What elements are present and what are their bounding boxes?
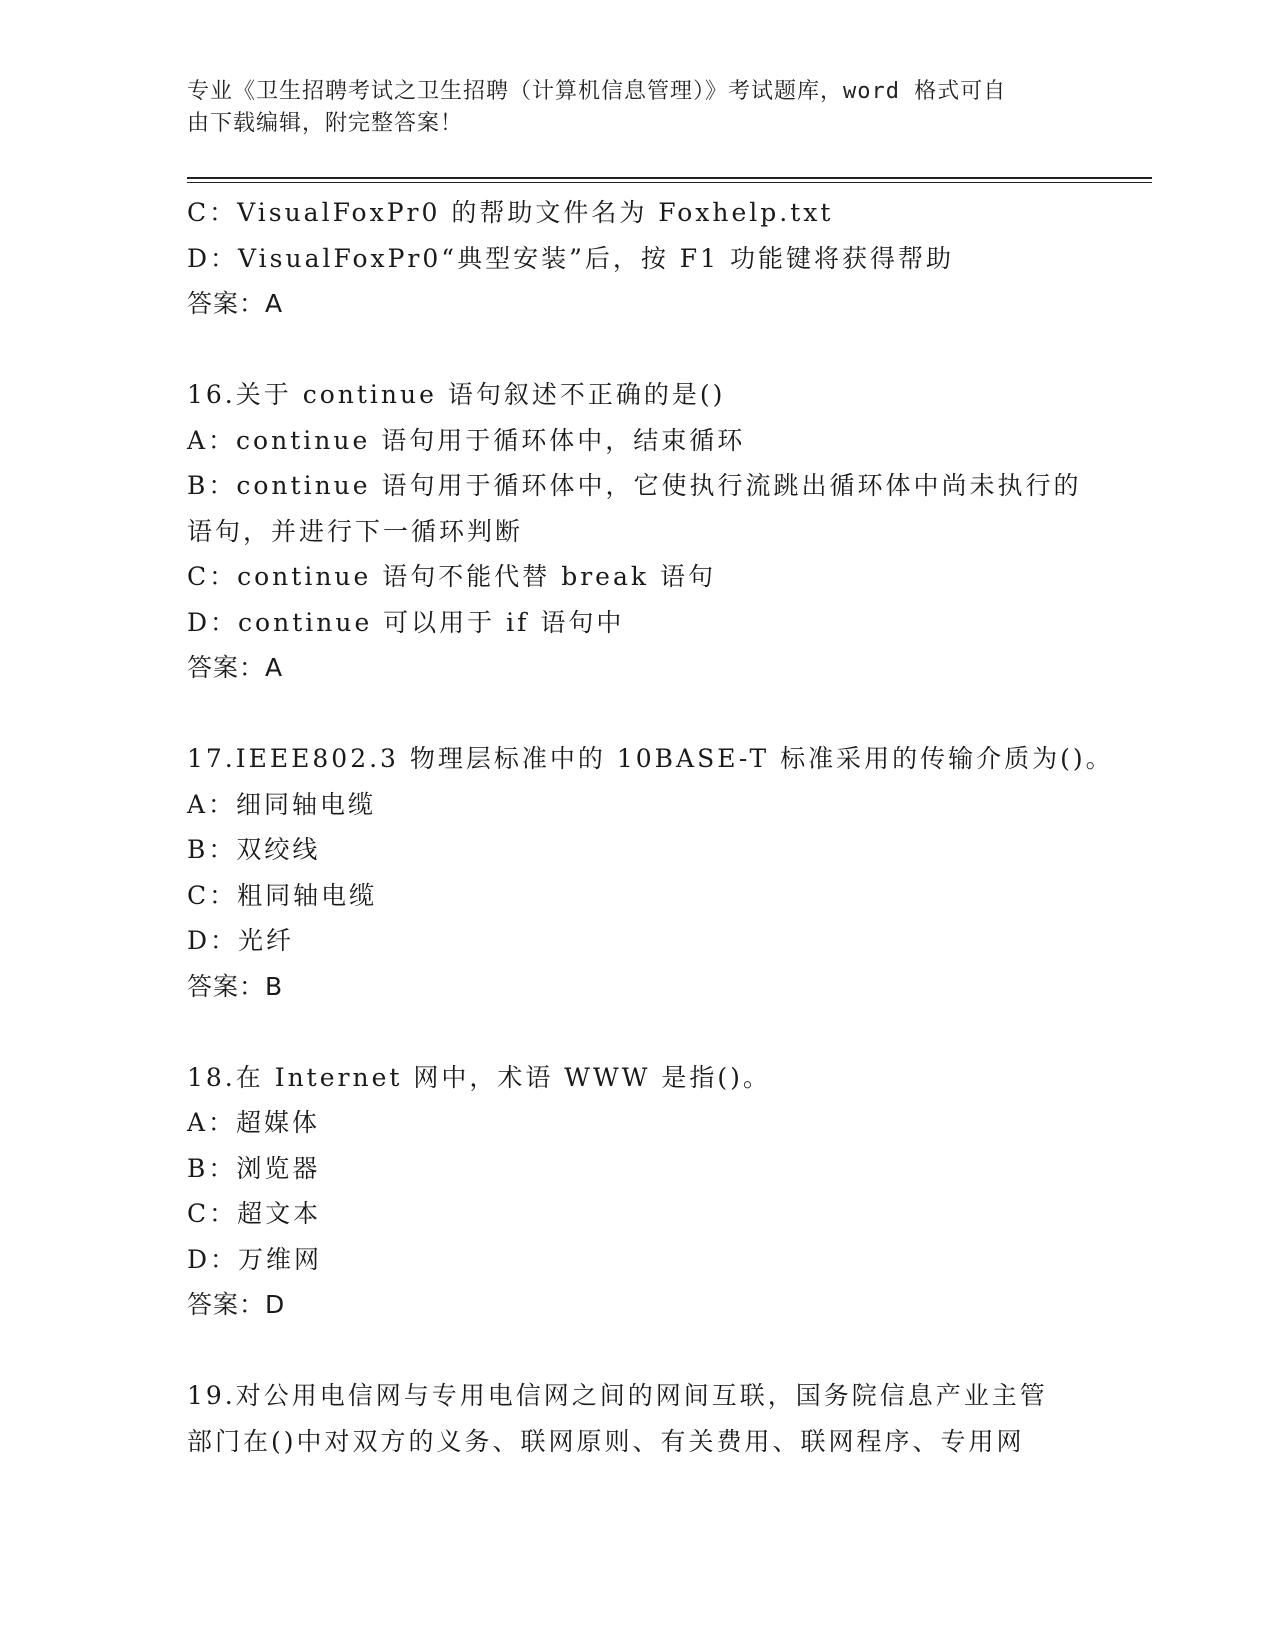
header-line-1: 专业《卫生招聘考试之卫生招聘（计算机信息管理）》考试题库，word 格式可自 (187, 79, 1007, 104)
question-17-option-b: B：双绞线 (187, 835, 321, 864)
question-15 (187, 190, 1087, 327)
document-body (187, 190, 1114, 1464)
question-16-answer: 答案：A (187, 653, 284, 682)
question-16-option-b-line-1: B：continue 语句用于循环体中，它使执行流跳出循环体中尚未执行的 (187, 471, 1082, 500)
question-15-option-c: C：VisualFoxPr0 的帮助文件名为 Foxhelp.txt (187, 198, 834, 227)
question-18-option-c: C：超文本 (187, 1199, 322, 1228)
question-17-option-a: A：细同轴电缆 (187, 789, 377, 819)
question-16-option-d: D：continue 可以用于 if 语句中 (187, 607, 625, 637)
question-16-option-c: C：continue 语句不能代替 break 语句 (187, 562, 716, 591)
spacer (187, 1009, 1087, 1055)
question-19 (187, 1373, 1087, 1464)
question-18-option-b: B：浏览器 (187, 1153, 321, 1183)
question-19-stem-line-1: 19.对公用电信网与专用电信网之间的网间互联，国务院信息产业主管 (187, 1381, 1048, 1410)
question-18-answer: 答案：D (187, 1290, 286, 1319)
question-17 (187, 736, 1114, 1009)
header-line-2: 由下载编辑，附完整答案！ (187, 111, 464, 136)
document-header (187, 76, 1067, 140)
question-17-option-c: C：粗同轴电缆 (187, 880, 378, 910)
question-18-stem: 18.在 Internet 网中，术语 WWW 是指()。 (187, 1062, 771, 1092)
question-15-answer: 答案：A (187, 289, 284, 318)
spacer (187, 1328, 1087, 1374)
question-18-option-a: A：超媒体 (187, 1108, 321, 1137)
question-15-option-d: D：VisualFoxPr0“典型安装”后，按 F1 功能键将获得帮助 (187, 243, 955, 273)
question-16-stem: 16.关于 continue 语句叙述不正确的是() (187, 380, 726, 409)
question-17-answer: 答案：B (187, 971, 284, 1001)
header-rule-thick (187, 177, 1152, 179)
question-18-option-d: D：万维网 (187, 1244, 323, 1274)
question-16 (187, 372, 1087, 691)
question-17-option-d: D：光纤 (187, 926, 295, 955)
question-18 (187, 1055, 1087, 1328)
header-rule-thin (187, 182, 1152, 183)
spacer (187, 691, 1087, 737)
question-19-stem-line-2: 部门在()中对双方的义务、联网原则、有关费用、联网程序、专用网 (187, 1426, 1025, 1456)
question-16-option-b-line-2: 语句，并进行下一循环判断 (187, 516, 524, 546)
spacer (187, 327, 1087, 373)
question-17-stem: 17.IEEE802.3 物理层标准中的 10BASE-T 标准采用的传输介质为()。 (187, 744, 1114, 773)
question-16-option-a: A：continue 语句用于循环体中，结束循环 (187, 425, 746, 455)
